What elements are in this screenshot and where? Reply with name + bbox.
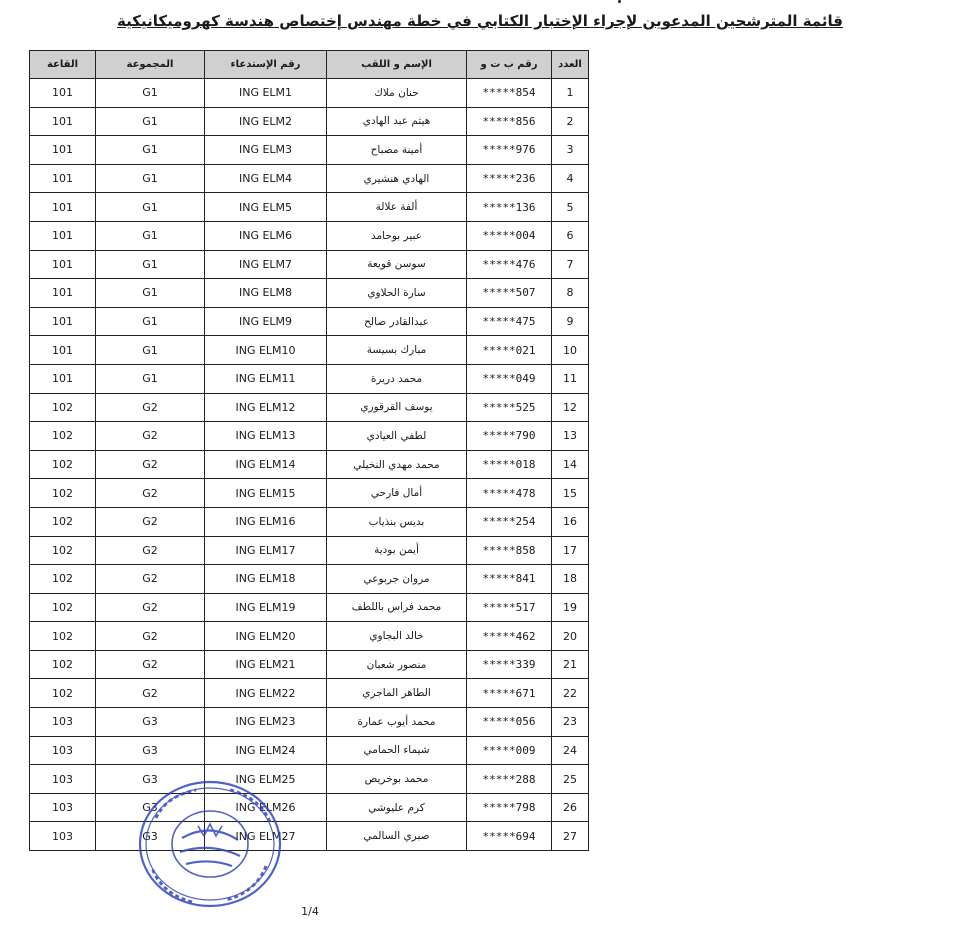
cell-group: G1: [96, 336, 205, 365]
speck-mark: [618, 0, 621, 3]
cell-cin: *****462: [467, 622, 552, 651]
table-row: [30, 79, 589, 108]
cell-group: G2: [96, 650, 205, 679]
cell-num: 13: [552, 422, 589, 451]
candidates-table: [29, 50, 589, 851]
cell-room: 102: [30, 393, 96, 422]
cell-name: الهادي هنشيري: [327, 164, 467, 193]
cell-group: G1: [96, 279, 205, 308]
cell-group: G2: [96, 536, 205, 565]
cell-num: 14: [552, 450, 589, 479]
cell-room: 103: [30, 708, 96, 737]
cell-group: G2: [96, 507, 205, 536]
cell-num: 20: [552, 622, 589, 651]
cell-num: 17: [552, 536, 589, 565]
cell-room: 101: [30, 307, 96, 336]
table-row: [30, 107, 589, 136]
cell-group: G3: [96, 793, 205, 822]
cell-cin: *****976: [467, 136, 552, 165]
cell-name: عبير بوحامد: [327, 221, 467, 250]
cell-room: 102: [30, 450, 96, 479]
header-name: الإسم و اللقب: [327, 51, 467, 79]
cell-group: G2: [96, 622, 205, 651]
cell-cin: *****009: [467, 736, 552, 765]
cell-num: 2: [552, 107, 589, 136]
cell-room: 101: [30, 279, 96, 308]
cell-name: أمال فارحي: [327, 479, 467, 508]
table-row: [30, 622, 589, 651]
cell-name: كرم عليوشي: [327, 793, 467, 822]
cell-num: 22: [552, 679, 589, 708]
cell-name: هيثم عبد الهادي: [327, 107, 467, 136]
cell-room: 101: [30, 364, 96, 393]
cell-convocation: ING ELM27: [205, 822, 327, 851]
cell-cin: *****856: [467, 107, 552, 136]
cell-group: G2: [96, 450, 205, 479]
cell-cin: *****525: [467, 393, 552, 422]
cell-group: G1: [96, 193, 205, 222]
table-row: [30, 336, 589, 365]
cell-num: 11: [552, 364, 589, 393]
header-convocation: رقم الإستدعاء: [205, 51, 327, 79]
cell-room: 101: [30, 164, 96, 193]
cell-name: أيمن بودية: [327, 536, 467, 565]
cell-name: محمد بوخريص: [327, 765, 467, 794]
cell-cin: *****790: [467, 422, 552, 451]
cell-group: G2: [96, 479, 205, 508]
page-title: قائمة المترشحين المدعوين لإجراء الإختبار الكتابي في خطة مهندس إختصاص هندسة كهروميكانيكية: [117, 12, 843, 30]
cell-cin: *****858: [467, 536, 552, 565]
table-row: [30, 136, 589, 165]
cell-convocation: ING ELM26: [205, 793, 327, 822]
cell-name: مبارك بسيسة: [327, 336, 467, 365]
table-row: [30, 708, 589, 737]
cell-room: 101: [30, 107, 96, 136]
cell-name: أمينة مصباح: [327, 136, 467, 165]
cell-group: G1: [96, 164, 205, 193]
cell-room: 101: [30, 193, 96, 222]
cell-room: 103: [30, 736, 96, 765]
cell-num: 7: [552, 250, 589, 279]
cell-group: G2: [96, 422, 205, 451]
cell-group: G2: [96, 393, 205, 422]
cell-num: 1: [552, 79, 589, 108]
cell-room: 103: [30, 793, 96, 822]
cell-num: 24: [552, 736, 589, 765]
cell-convocation: ING ELM17: [205, 536, 327, 565]
table-row: [30, 736, 589, 765]
header-group: المجموعة: [96, 51, 205, 79]
table-header-row: [30, 51, 589, 79]
cell-name: ألفة علالة: [327, 193, 467, 222]
cell-name: محمد أيوب عمارة: [327, 708, 467, 737]
cell-num: 15: [552, 479, 589, 508]
cell-cin: *****798: [467, 793, 552, 822]
cell-name: شيماء الحمامي: [327, 736, 467, 765]
table-row: [30, 364, 589, 393]
cell-group: G3: [96, 822, 205, 851]
table-row: [30, 479, 589, 508]
table-row: [30, 307, 589, 336]
cell-name: مروان جربوعي: [327, 565, 467, 594]
cell-group: G2: [96, 593, 205, 622]
table-row: [30, 221, 589, 250]
table-row: [30, 565, 589, 594]
cell-num: 19: [552, 593, 589, 622]
cell-convocation: ING ELM20: [205, 622, 327, 651]
cell-room: 102: [30, 679, 96, 708]
cell-convocation: ING ELM4: [205, 164, 327, 193]
cell-cin: *****254: [467, 507, 552, 536]
cell-group: G3: [96, 765, 205, 794]
cell-name: سوسن قويعة: [327, 250, 467, 279]
cell-room: 101: [30, 79, 96, 108]
cell-convocation: ING ELM5: [205, 193, 327, 222]
cell-room: 102: [30, 650, 96, 679]
cell-cin: *****671: [467, 679, 552, 708]
cell-num: 8: [552, 279, 589, 308]
cell-num: 16: [552, 507, 589, 536]
cell-convocation: ING ELM22: [205, 679, 327, 708]
cell-room: 103: [30, 822, 96, 851]
table-row: [30, 536, 589, 565]
cell-cin: *****018: [467, 450, 552, 479]
cell-name: حنان ملاك: [327, 79, 467, 108]
cell-cin: *****021: [467, 336, 552, 365]
table-row: [30, 250, 589, 279]
cell-num: 4: [552, 164, 589, 193]
cell-group: G1: [96, 307, 205, 336]
cell-group: G2: [96, 679, 205, 708]
cell-convocation: ING ELM1: [205, 79, 327, 108]
cell-name: بديس بنذياب: [327, 507, 467, 536]
cell-name: صبري السالمي: [327, 822, 467, 851]
cell-group: G1: [96, 136, 205, 165]
cell-convocation: ING ELM12: [205, 393, 327, 422]
cell-name: يوسف القرقوري: [327, 393, 467, 422]
cell-num: 21: [552, 650, 589, 679]
cell-room: 101: [30, 250, 96, 279]
cell-room: 102: [30, 536, 96, 565]
header-num: العدد: [552, 51, 589, 79]
table-row: [30, 279, 589, 308]
cell-convocation: ING ELM6: [205, 221, 327, 250]
cell-convocation: ING ELM13: [205, 422, 327, 451]
cell-convocation: ING ELM24: [205, 736, 327, 765]
cell-group: G1: [96, 250, 205, 279]
cell-convocation: ING ELM23: [205, 708, 327, 737]
cell-cin: *****339: [467, 650, 552, 679]
cell-num: 6: [552, 221, 589, 250]
cell-group: G2: [96, 565, 205, 594]
cell-convocation: ING ELM18: [205, 565, 327, 594]
cell-convocation: ING ELM7: [205, 250, 327, 279]
cell-convocation: ING ELM16: [205, 507, 327, 536]
cell-convocation: ING ELM11: [205, 364, 327, 393]
cell-room: 101: [30, 336, 96, 365]
table-row: [30, 193, 589, 222]
table-row: [30, 679, 589, 708]
cell-group: G1: [96, 364, 205, 393]
header-room: القاعة: [30, 51, 96, 79]
cell-convocation: ING ELM8: [205, 279, 327, 308]
table-row: [30, 450, 589, 479]
table-row: [30, 164, 589, 193]
cell-cin: *****236: [467, 164, 552, 193]
cell-convocation: ING ELM21: [205, 650, 327, 679]
cell-cin: *****056: [467, 708, 552, 737]
cell-convocation: ING ELM10: [205, 336, 327, 365]
table-row: [30, 422, 589, 451]
cell-name: محمد فراس باللطف: [327, 593, 467, 622]
table-row: [30, 507, 589, 536]
cell-name: محمد مهدي النخيلي: [327, 450, 467, 479]
page-number: 1/4: [301, 905, 319, 918]
cell-cin: *****288: [467, 765, 552, 794]
cell-num: 5: [552, 193, 589, 222]
cell-name: سارة الحلاوي: [327, 279, 467, 308]
cell-cin: *****841: [467, 565, 552, 594]
table-row: [30, 650, 589, 679]
cell-num: 27: [552, 822, 589, 851]
cell-cin: *****049: [467, 364, 552, 393]
cell-num: 23: [552, 708, 589, 737]
table-row: [30, 393, 589, 422]
cell-convocation: ING ELM3: [205, 136, 327, 165]
header-cin: رقم ب ت و: [467, 51, 552, 79]
cell-room: 103: [30, 765, 96, 794]
cell-name: منصور شعبان: [327, 650, 467, 679]
cell-room: 102: [30, 507, 96, 536]
cell-name: عبدالقادر صالح: [327, 307, 467, 336]
table-row: [30, 822, 589, 851]
cell-group: G1: [96, 221, 205, 250]
cell-cin: *****694: [467, 822, 552, 851]
table-row: [30, 593, 589, 622]
cell-room: 102: [30, 479, 96, 508]
table-row: [30, 793, 589, 822]
cell-room: 102: [30, 565, 96, 594]
cell-room: 101: [30, 221, 96, 250]
cell-group: G1: [96, 107, 205, 136]
cell-num: 10: [552, 336, 589, 365]
cell-num: 12: [552, 393, 589, 422]
cell-cin: *****136: [467, 193, 552, 222]
cell-name: الطاهر الماجري: [327, 679, 467, 708]
cell-cin: *****478: [467, 479, 552, 508]
cell-convocation: ING ELM9: [205, 307, 327, 336]
cell-num: 9: [552, 307, 589, 336]
cell-num: 26: [552, 793, 589, 822]
cell-name: محمد دريرة: [327, 364, 467, 393]
cell-room: 102: [30, 422, 96, 451]
cell-group: G3: [96, 736, 205, 765]
cell-room: 102: [30, 593, 96, 622]
cell-name: خالد البجاوي: [327, 622, 467, 651]
cell-convocation: ING ELM25: [205, 765, 327, 794]
cell-room: 101: [30, 136, 96, 165]
cell-cin: *****517: [467, 593, 552, 622]
cell-group: G1: [96, 79, 205, 108]
cell-convocation: ING ELM2: [205, 107, 327, 136]
cell-num: 3: [552, 136, 589, 165]
cell-cin: *****507: [467, 279, 552, 308]
cell-cin: *****004: [467, 221, 552, 250]
cell-num: 25: [552, 765, 589, 794]
cell-room: 102: [30, 622, 96, 651]
cell-cin: *****476: [467, 250, 552, 279]
cell-cin: *****475: [467, 307, 552, 336]
cell-group: G3: [96, 708, 205, 737]
cell-convocation: ING ELM15: [205, 479, 327, 508]
cell-name: لطفي العيادي: [327, 422, 467, 451]
cell-convocation: ING ELM19: [205, 593, 327, 622]
table-row: [30, 765, 589, 794]
cell-cin: *****854: [467, 79, 552, 108]
cell-convocation: ING ELM14: [205, 450, 327, 479]
cell-num: 18: [552, 565, 589, 594]
